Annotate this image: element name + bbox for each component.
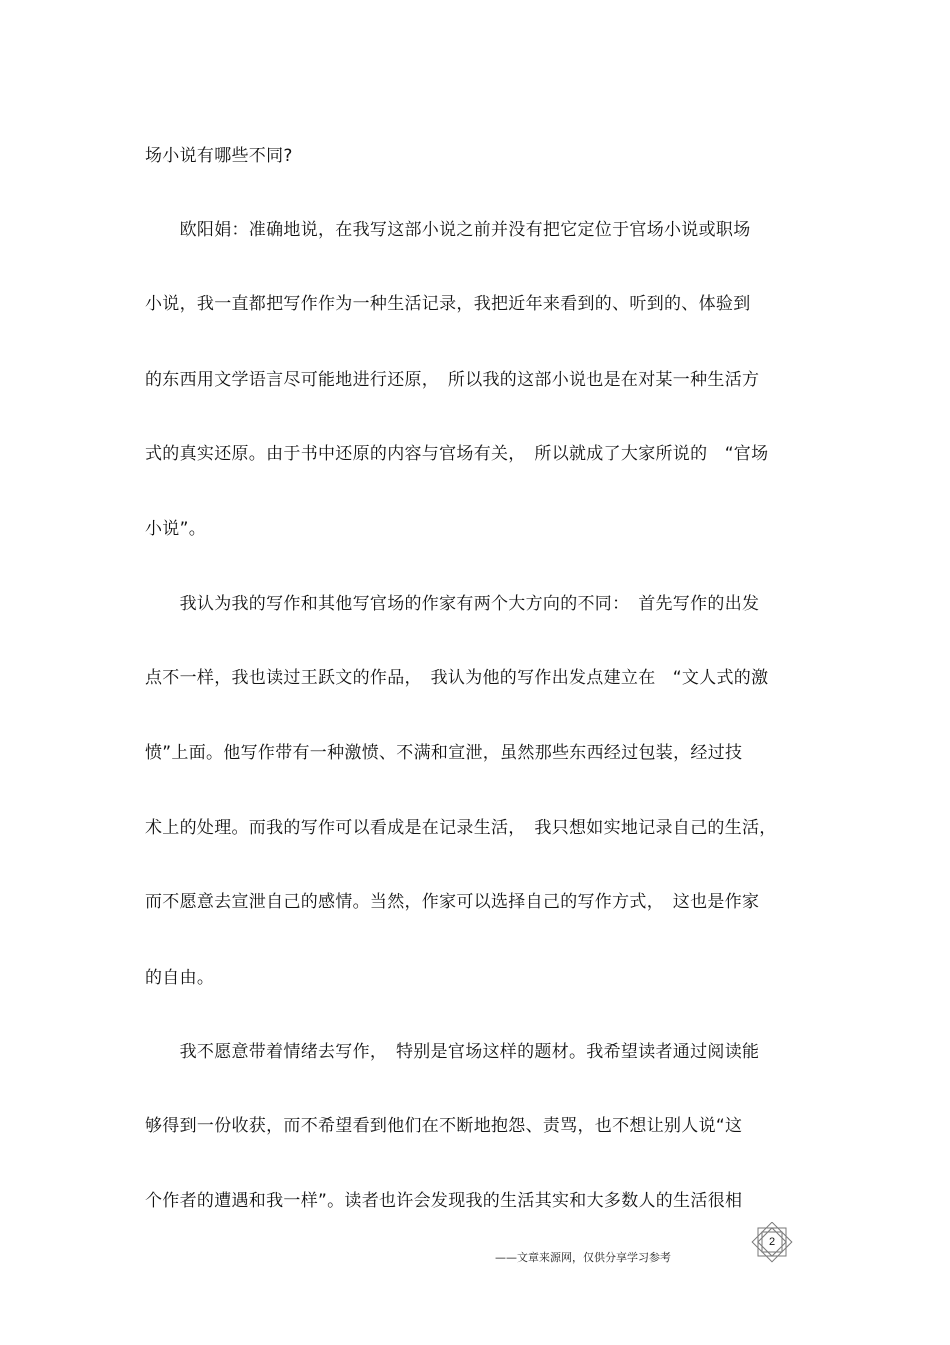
text-line: 够得到一份收获，而不希望看到他们在不断地抱怨、责骂，也不想让别人说“这 xyxy=(145,1116,743,1136)
page-number: 2 xyxy=(768,1236,776,1248)
text-line: 而不愿意去宣泄自己的感情。当然，作家可以选择自己的写作方式， 这也是作家 xyxy=(145,892,760,912)
text-line: 场小说有哪些不同? xyxy=(145,146,293,166)
text-line: 欧阳娟：准确地说，在我写这部小说之前并没有把它定位于官场小说或职场 xyxy=(145,220,751,240)
text-line: 愤”上面。他写作带有一种激愤、不满和宣泄，虽然那些东西经过包装，经过技 xyxy=(145,743,743,763)
text-line: 点不一样，我也读过王跃文的作品， 我认为他的写作出发点建立在 “文人式的激 xyxy=(145,668,769,688)
text-line: 的东西用文学语言尽可能地进行还原， 所以我的这部小说也是在对某一种生活方 xyxy=(145,370,760,390)
text-line: 我认为我的写作和其他写官场的作家有两个大方向的不同： 首先写作的出发 xyxy=(145,594,760,614)
text-line: 小说，我一直都把写作作为一种生活记录，我把近年来看到的、听到的、体验到 xyxy=(145,294,751,314)
text-line: 小说”。 xyxy=(145,519,207,539)
page-number-badge xyxy=(748,1222,796,1264)
text-line: 的自由。 xyxy=(145,968,215,988)
text-line: 个作者的遭遇和我一样”。读者也许会发现我的生活其实和大多数人的生活很相 xyxy=(145,1191,743,1211)
text-line: 术上的处理。而我的写作可以看成是在记录生活， 我只想如实地记录自己的生活， xyxy=(145,818,777,838)
source-note: ——文章来源网，仅供分享学习参考 xyxy=(495,1251,671,1264)
text-line: 式的真实还原。由于书中还原的内容与官场有关， 所以就成了大家所说的 “官场 xyxy=(145,444,769,464)
text-line: 我不愿意带着情绪去写作， 特别是官场这样的题材。我希望读者通过阅读能 xyxy=(145,1042,760,1062)
